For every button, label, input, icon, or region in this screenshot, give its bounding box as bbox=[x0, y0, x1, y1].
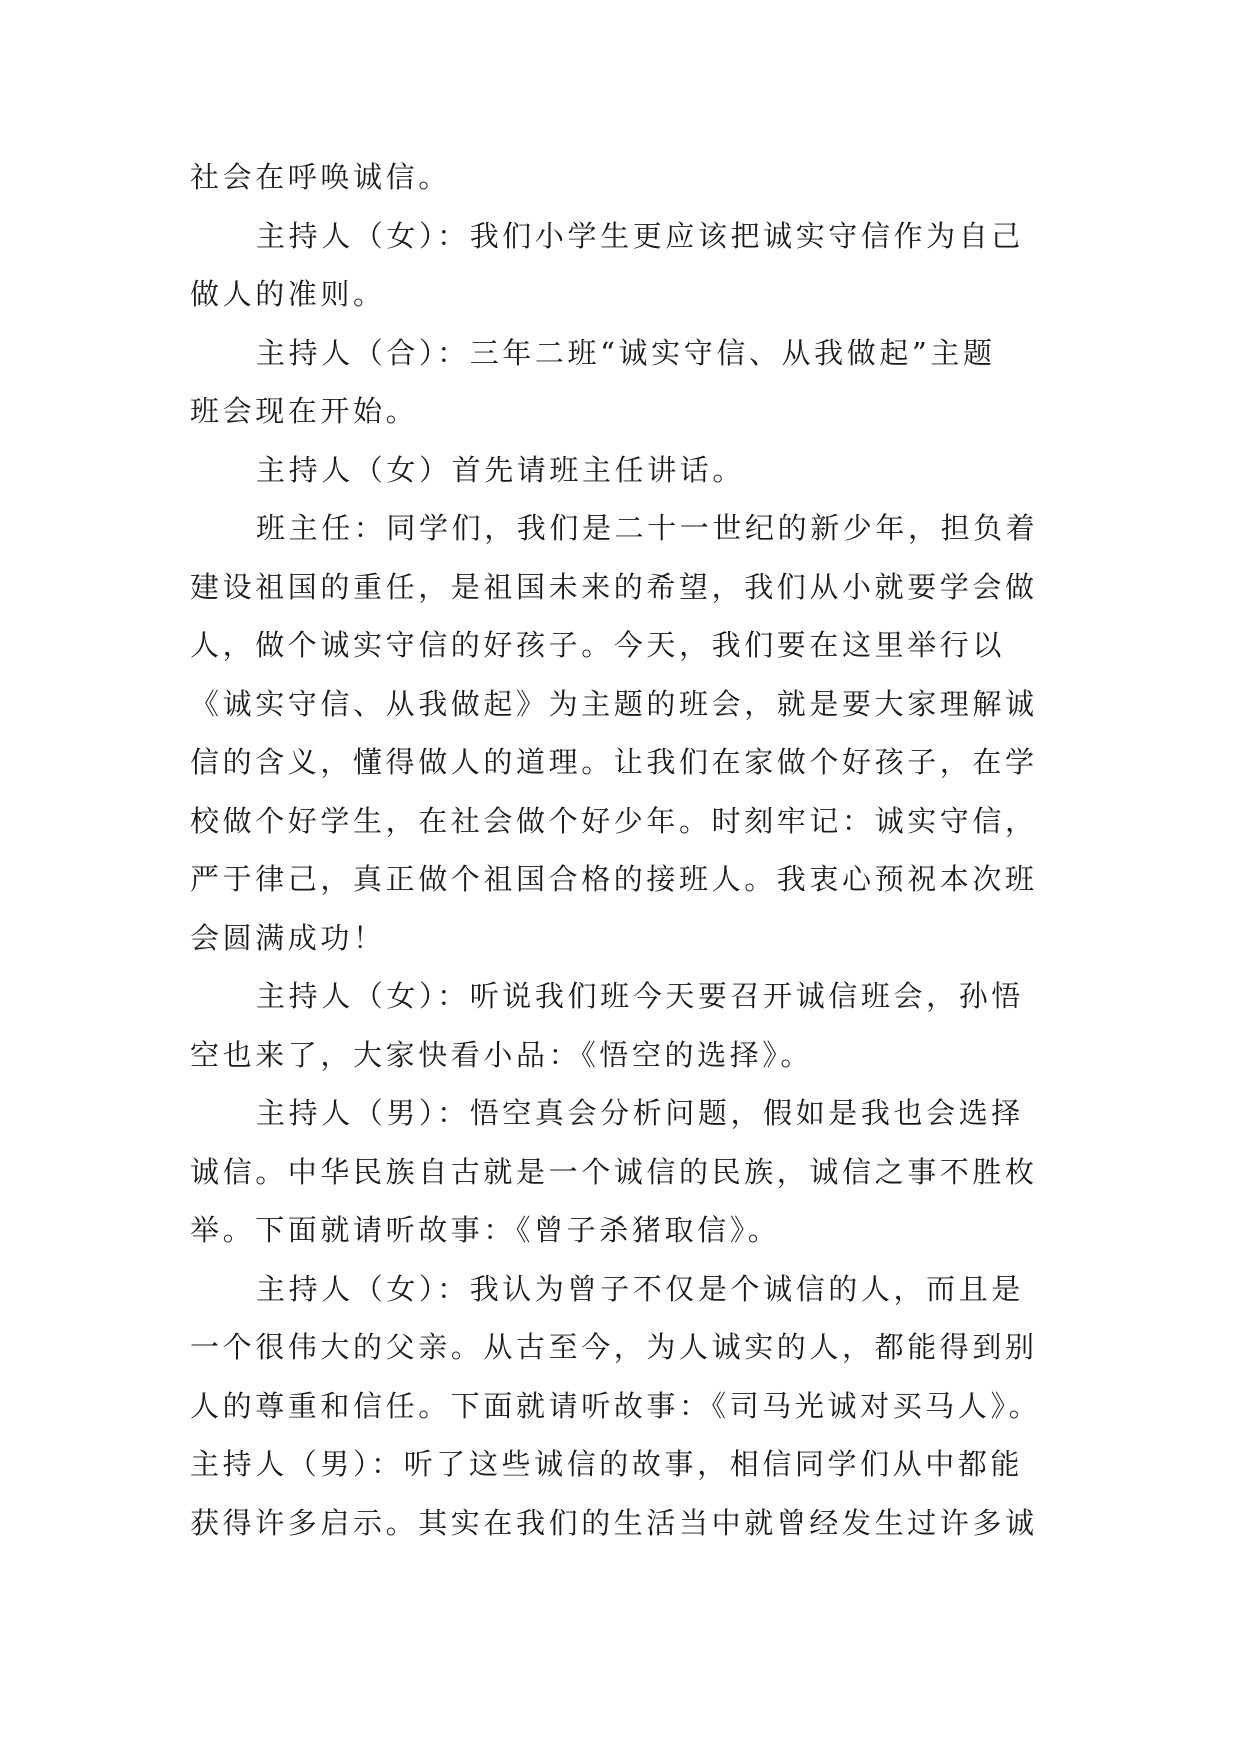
text-line: 人，做个诚实守信的好孩子。今天，我们要在这里举行以 bbox=[190, 628, 1006, 662]
text-line: 人的尊重和信任。下面就请听故事：《司马光诚对买马人》。 bbox=[190, 1388, 1042, 1423]
text-line: 主持人（女）：我们小学生更应该把诚实守信作为自己 bbox=[256, 218, 1024, 253]
text-line: 做人的准则。 bbox=[190, 277, 386, 311]
text-line: 主持人（男）：听了这些诚信的故事，相信同学们从中都能 bbox=[190, 1447, 1024, 1481]
text-line: 社会在呼唤诚信。 bbox=[190, 160, 451, 194]
text-line: 获得许多启示。其实在我们的生活当中就曾经发生过许多诚 bbox=[190, 1505, 1038, 1540]
text-line: 主持人（女）：听说我们班今天要召开诚信班会，孙悟 bbox=[256, 979, 1024, 1013]
text-line: 一个很伟大的父亲。从古至今，为人诚实的人，都能得到别 bbox=[190, 1330, 1038, 1364]
text-line: 严于律己，真正做个祖国合格的接班人。我衷心预祝本次班 bbox=[190, 862, 1038, 896]
text-line: 诚信。中华民族自古就是一个诚信的民族，诚信之事不胜枚 bbox=[190, 1154, 1038, 1189]
text-line: 校做个好学生，在社会做个好少年。时刻牢记：诚实守信， bbox=[190, 803, 1038, 838]
text-line: 主持人（合）：三年二班“诚实守信、从我做起”主题 bbox=[256, 335, 996, 370]
text-line: 主持人（男）：悟空真会分析问题，假如是我也会选择 bbox=[256, 1096, 1024, 1130]
text-line: 班主任：同学们，我们是二十一世纪的新少年，担负着 bbox=[256, 511, 1039, 545]
text-line: 主持人（女）首先请班主任讲话。 bbox=[256, 452, 746, 487]
text-line: 建设祖国的重任，是祖国未来的希望，我们从小就要学会做 bbox=[190, 569, 1038, 604]
text-line: 主持人（女）：我认为曾子不仅是个诚信的人，而且是 bbox=[256, 1271, 1024, 1306]
text-line: 空也来了，大家快看小品：《悟空的选择》。 bbox=[190, 1037, 814, 1072]
text-line: 会圆满成功！ bbox=[190, 920, 386, 955]
text-line: 《诚实守信、从我做起》为主题的班会，就是要大家理解诚 bbox=[190, 686, 1038, 721]
text-line: 班会现在开始。 bbox=[190, 394, 419, 428]
document-body bbox=[190, 148, 1070, 1552]
text-line: 信的含义，懂得做人的道理。让我们在家做个好孩子，在学 bbox=[190, 745, 1038, 779]
text-line: 举。下面就请听故事：《曾子杀猪取信》。 bbox=[190, 1213, 781, 1247]
